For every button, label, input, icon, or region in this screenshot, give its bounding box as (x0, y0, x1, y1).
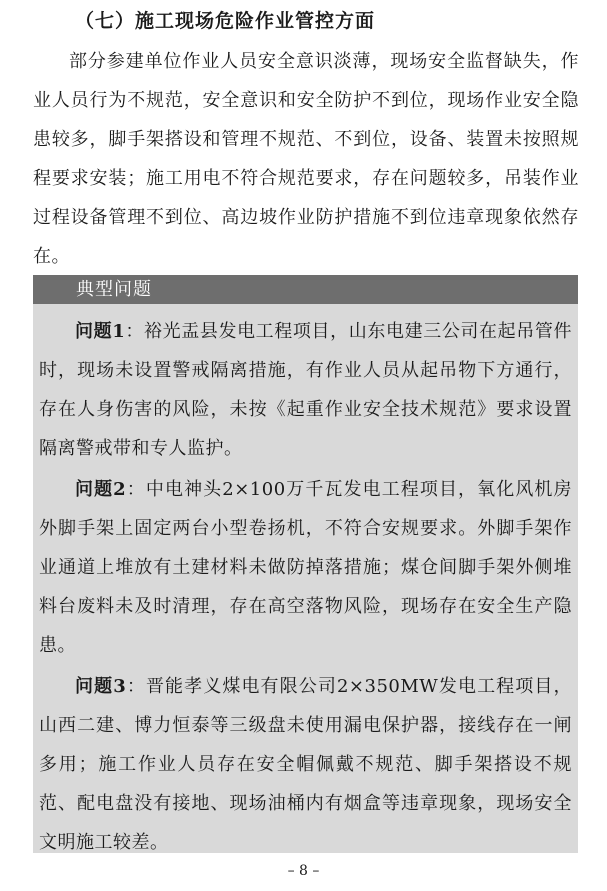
problem-text: ：裕光盂县发电工程项目，山东电建三公司在起吊管件时，现场未设置警戒隔离措施，有作业人员从起吊物下方通行，存在人身伤害的风险，未按《起重作业安全技术规范》要求设置隔离警戒带和专人监护。 (39, 321, 573, 459)
typical-problems-header: 典型问题 (33, 275, 578, 304)
problem-label: 问题1 (75, 321, 126, 342)
problem-list (33, 304, 578, 862)
typical-problems-box (33, 275, 578, 853)
problem-text: ：晋能孝义煤电有限公司2×350MW发电工程项目，山西二建、博力恒泰等三级盘未使用漏电保护器，接线存在一闸多用；施工作业人员存在安全帽佩戴不规范、脚手架搭设不规范、配电盘没有接地、现场油桶内有烟盒等违章现象，现场安全文明施工较差。 (39, 676, 572, 853)
intro-paragraph: 部分参建单位作业人员安全意识淡薄，现场安全监督缺失，作业人员行为不规范，安全意识和安全防护不到位，现场作业安全隐患较多，脚手架搭设和管理不规范、不到位，设备、装置未按照规程要求安装；施工用电不符合规范要求，存在问题较多，吊装作业过程设备管理不到位、高边坡作业防护措施不到位违章现象依然存在。 (33, 51, 579, 267)
problem-item-2 (39, 470, 572, 665)
problem-text: ：中电神头2×100万千瓦发电工程项目，氧化风机房外脚手架上固定两台小型卷扬机，不符合安规要求。外脚手架作业通道上堆放有土建材料未做防掉落措施；煤仓间脚手架外侧堆料台废料未及时清理，存在高空落物风险，现场存在安全生产隐患。 (39, 479, 573, 656)
page-number: – 8 – (287, 863, 320, 879)
problem-label: 问题3 (75, 676, 127, 697)
problem-item-3 (39, 667, 572, 862)
section-heading: （七）施工现场危险作业管控方面 (75, 10, 376, 32)
problem-label: 问题2 (75, 479, 127, 500)
problem-item-1 (39, 312, 572, 468)
